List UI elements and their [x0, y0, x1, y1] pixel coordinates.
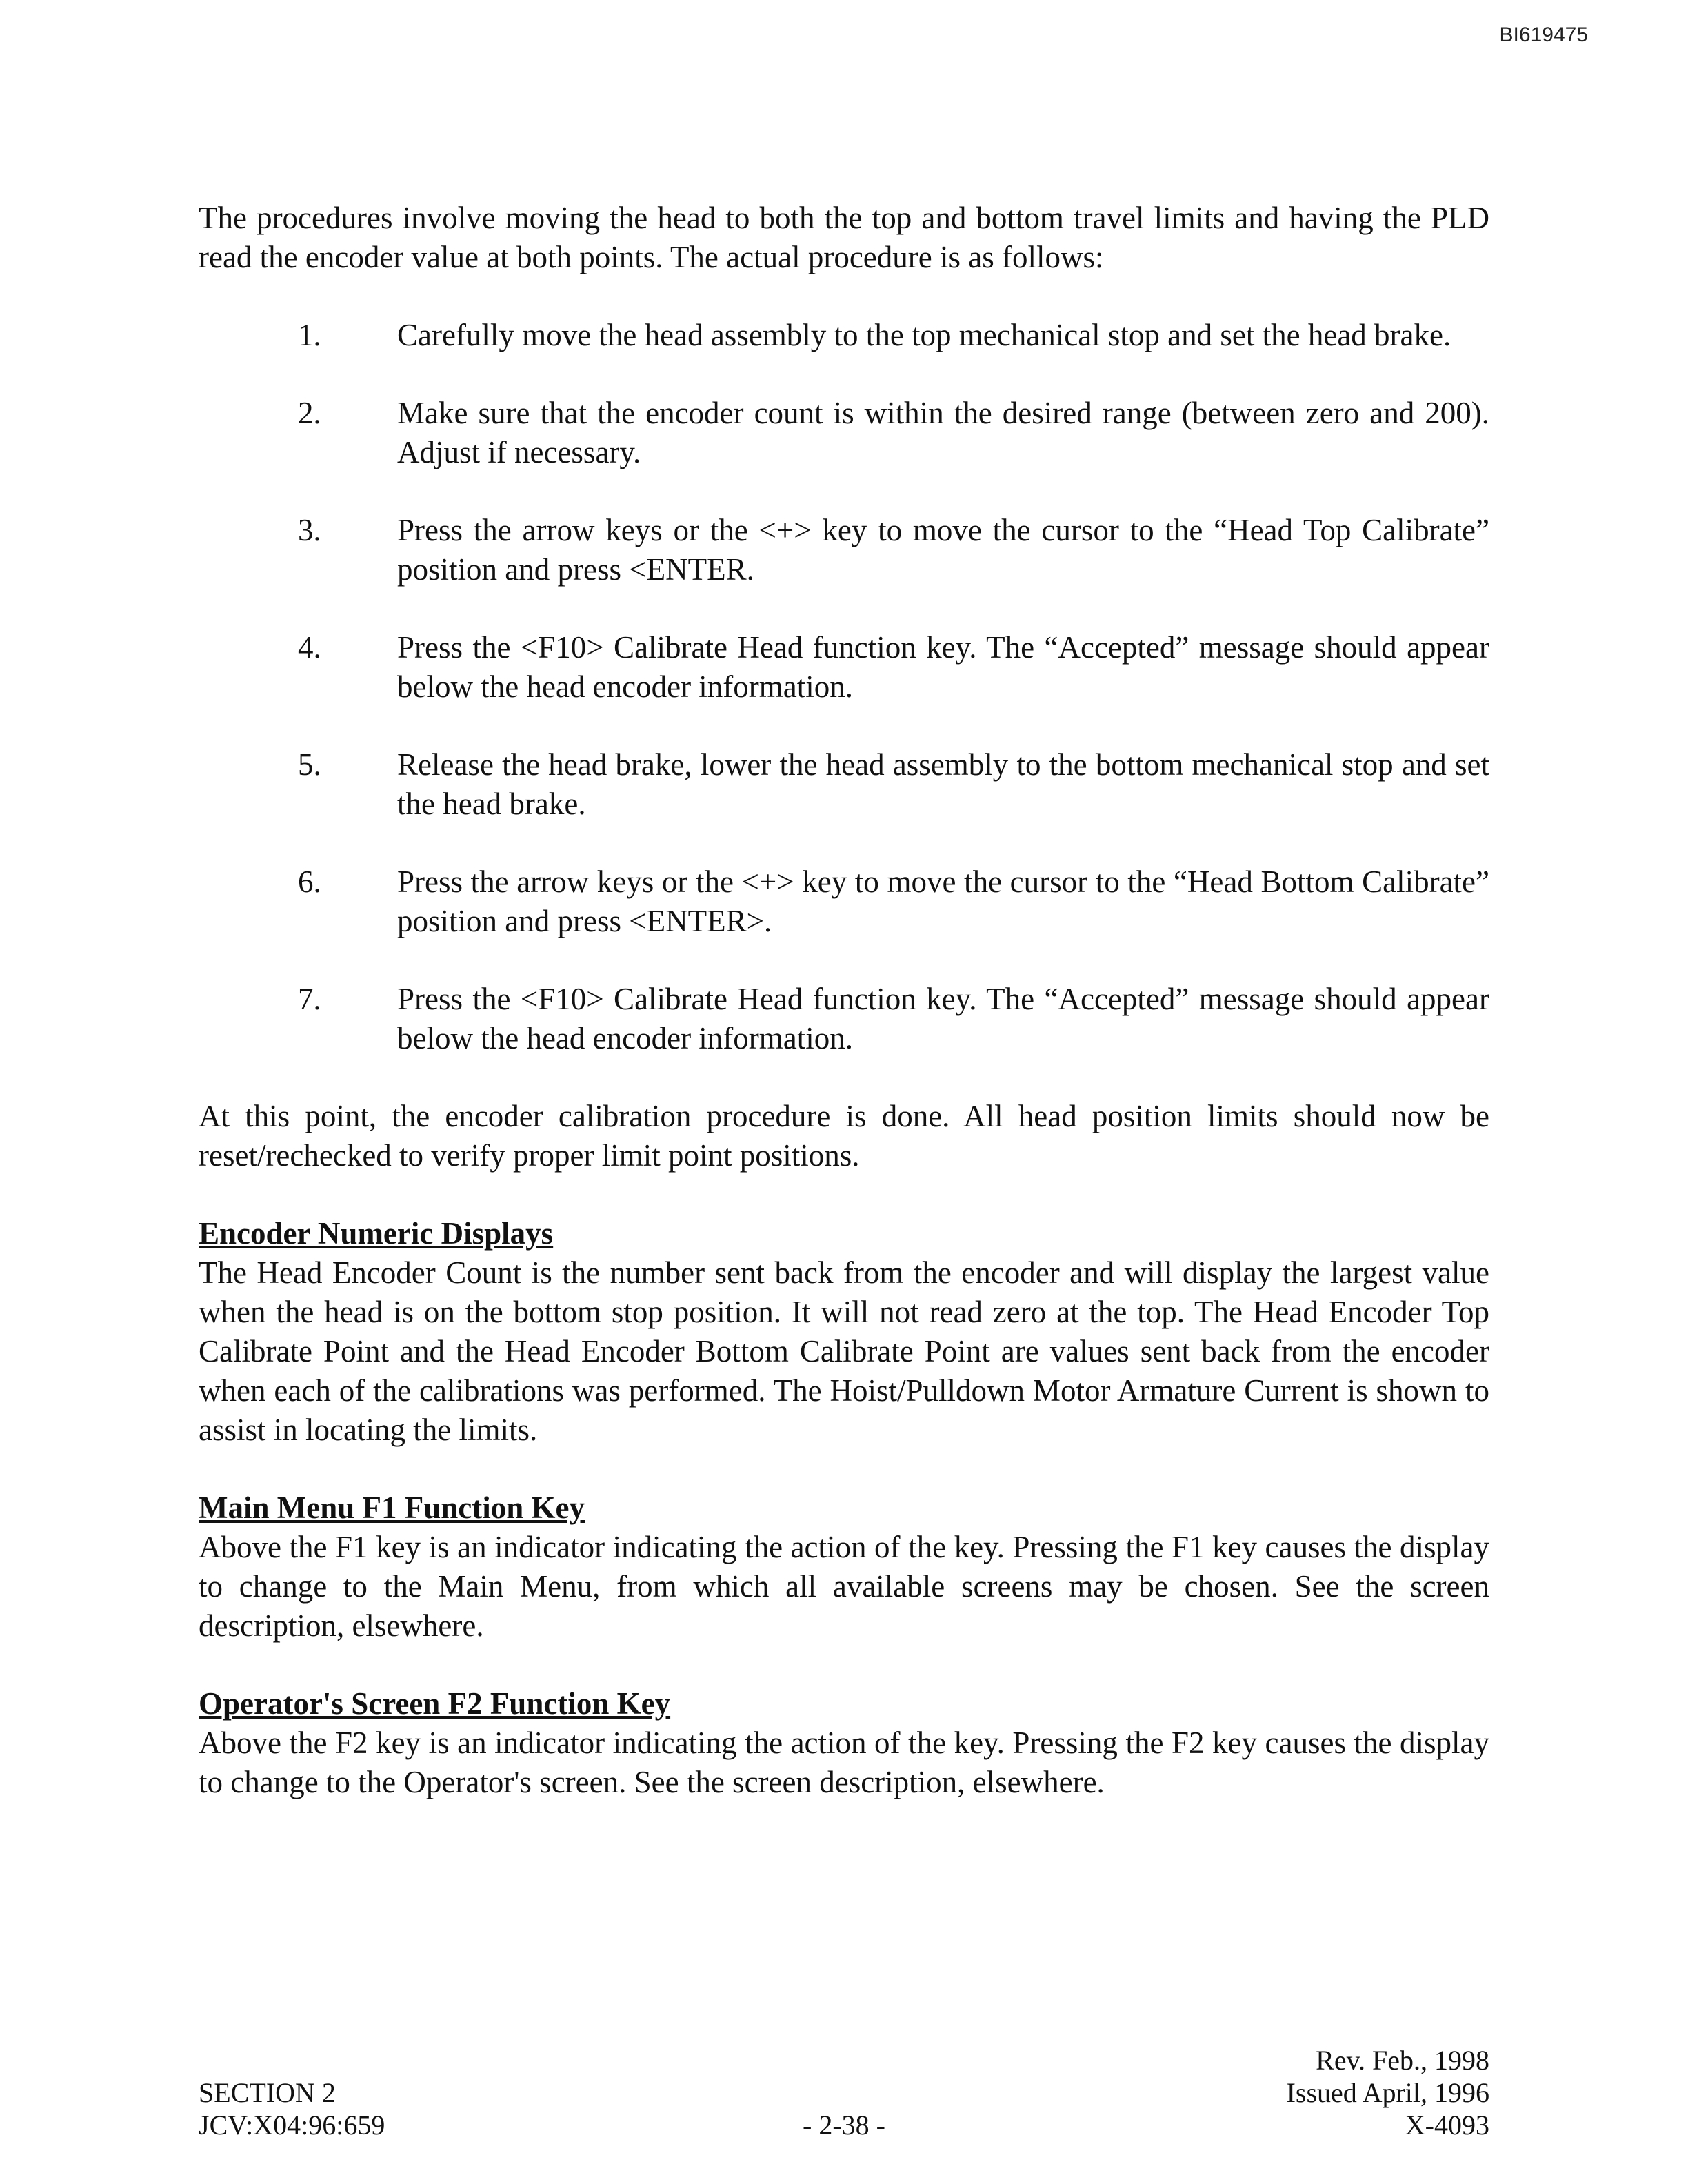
section-body: The Head Encoder Count is the number sent back from the encoder and will display the largest value when the head is on the bottom stop position. It will not read zero at the top. The Head Encoder Top Calibrate Point and the Head Encoder Bottom Calibrate Point are values sent back from the encoder when each of the calibrations was performed. The Hoist/Pulldown Motor Armature Current is shown to assist in locating the limits. [199, 1255, 1489, 1447]
procedure-step-5 [199, 745, 1489, 824]
conclusion-paragraph: At this point, the encoder calibration procedure is done. All head position limits should now be reset/rechecked to verify proper limit point positions. [199, 1099, 1489, 1173]
section-heading: Main Menu F1 Function Key [199, 1490, 585, 1525]
issued-date: Issued April, 1996 [1286, 2077, 1489, 2108]
procedure-step-1 [199, 316, 1489, 355]
section-body: Above the F2 key is an indicator indicating the action of the key. Pressing the F2 key causes the display to change to the Operator's screen. See the screen description, elsewhere. [199, 1726, 1489, 1799]
step-number: 2. [298, 396, 321, 430]
step-text: Press the arrow keys or the <+> key to move the cursor to the “Head Bottom Calibrate” position and press <ENTER>. [397, 865, 1489, 938]
footer-section: SECTION 2 [199, 2077, 336, 2108]
section-operators-screen-f2 [199, 1684, 1489, 1802]
step-number: 5. [298, 747, 321, 782]
step-text: Carefully move the head assembly to the top mechanical stop and set the head brake. [397, 318, 1451, 352]
step-text: Release the head brake, lower the head assembly to the bottom mechanical stop and set the head brake. [397, 747, 1489, 821]
intro-paragraph: The procedures involve moving the head to both the top and bottom travel limits and having the PLD read the encoder value at both points. The actual procedure is as follows: [199, 201, 1489, 274]
step-number: 7. [298, 982, 321, 1016]
footer-doc-number: X-4093 [1405, 2110, 1489, 2141]
procedure-step-4 [199, 628, 1489, 707]
footer-right [1287, 2044, 1489, 2141]
page-content [199, 199, 1489, 1841]
step-text: Press the arrow keys or the <+> key to move the cursor to the “Head Top Calibrate” position and press <ENTER. [397, 513, 1489, 587]
step-number: 6. [298, 865, 321, 899]
section-main-menu-f1 [199, 1488, 1489, 1646]
document-id: BI619475 [1499, 23, 1588, 46]
page-number: - 2-38 - [803, 2110, 885, 2141]
procedure-step-7 [199, 980, 1489, 1058]
step-number: 3. [298, 513, 321, 547]
procedure-step-2 [199, 394, 1489, 472]
procedure-step-3 [199, 511, 1489, 589]
section-heading: Operator's Screen F2 Function Key [199, 1686, 671, 1721]
revision-date: Rev. Feb., 1998 [1316, 2045, 1489, 2076]
step-number: 1. [298, 318, 321, 352]
procedure-steps [199, 316, 1489, 1058]
section-heading: Encoder Numeric Displays [199, 1216, 554, 1251]
procedure-step-6 [199, 862, 1489, 941]
footer-code: JCV:X04:96:659 [199, 2110, 385, 2141]
step-text: Make sure that the encoder count is within the desired range (between zero and 200). Adjust if necessary. [397, 396, 1489, 469]
step-text: Press the <F10> Calibrate Head function key. The “Accepted” message should appear below the head encoder information. [397, 630, 1489, 704]
section-encoder-numeric-displays [199, 1214, 1489, 1450]
section-body: Above the F1 key is an indicator indicating the action of the key. Pressing the F1 key causes the display to change to the Main Menu, from which all available screens may be chosen. See the screen description, elsewhere. [199, 1530, 1489, 1643]
step-number: 4. [298, 630, 321, 665]
step-text: Press the <F10> Calibrate Head function key. The “Accepted” message should appear below the head encoder information. [397, 982, 1489, 1055]
